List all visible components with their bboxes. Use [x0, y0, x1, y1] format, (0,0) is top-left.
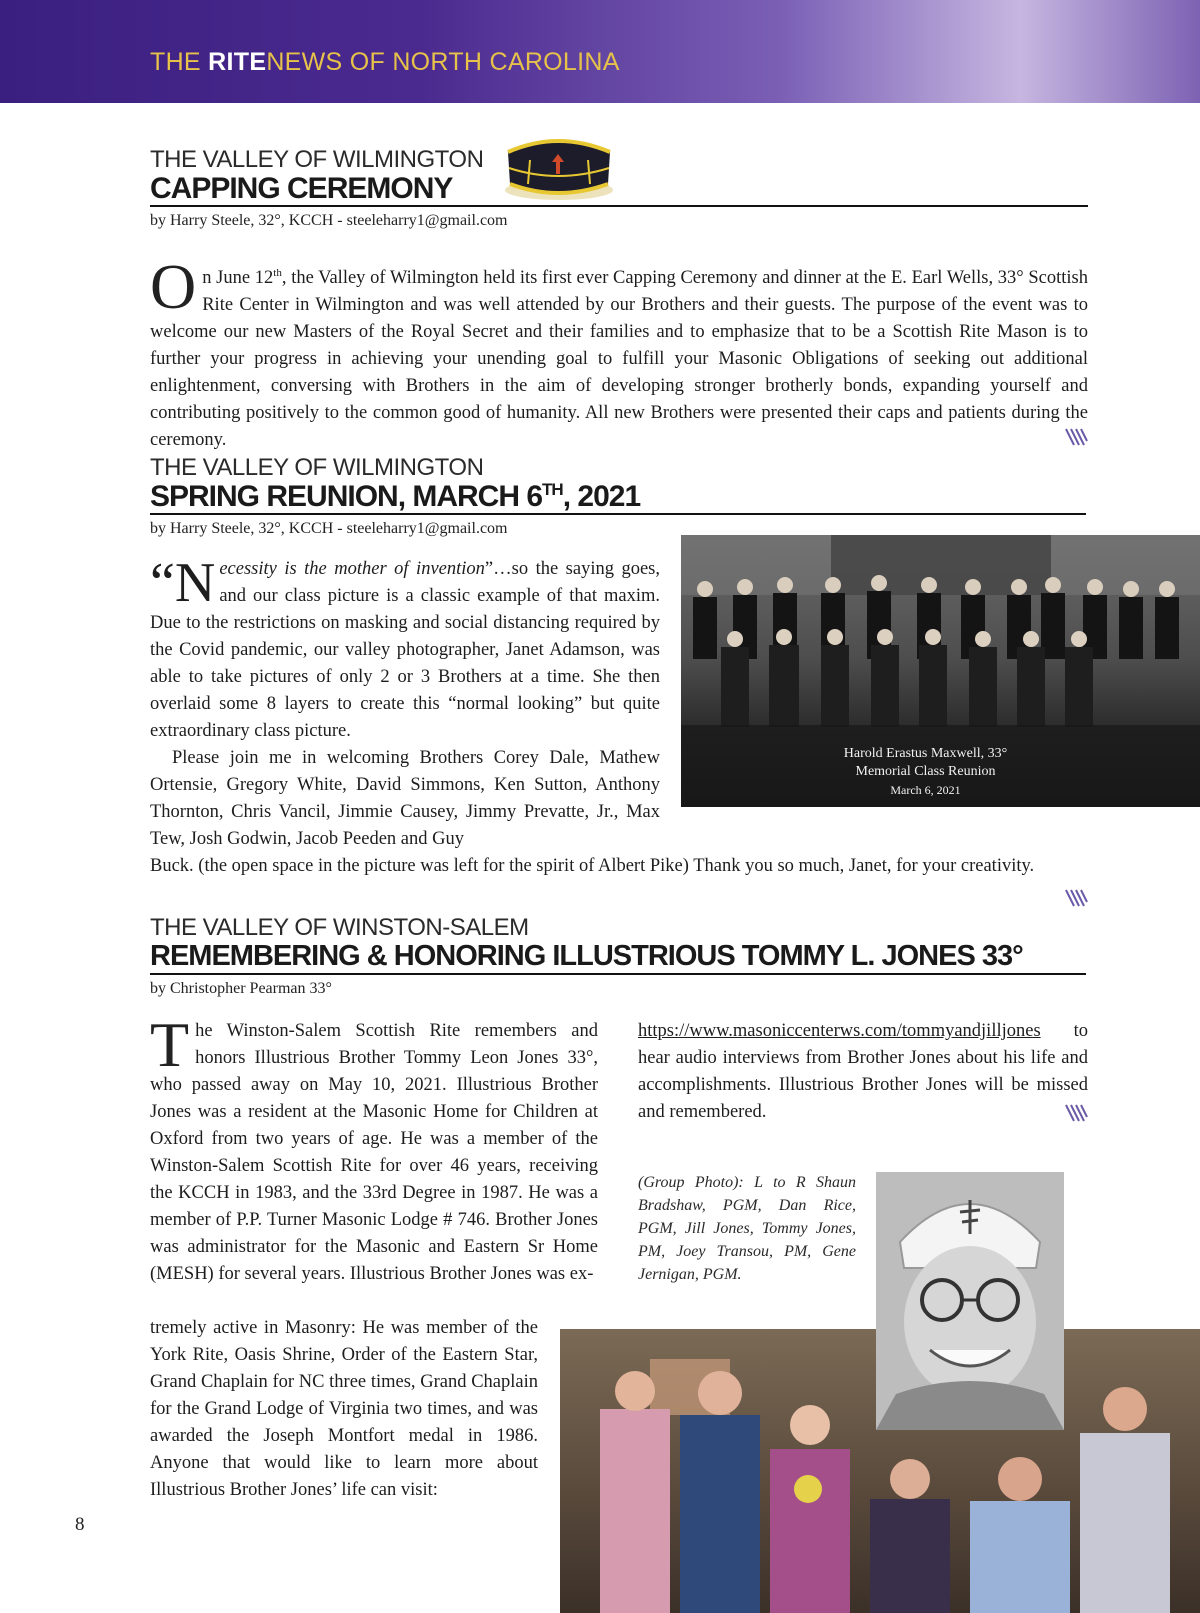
article-2-eyebrow: THE VALLEY OF WILMINGTON: [150, 454, 484, 481]
article-1-byline: by Harry Steele, 32°, KCCH - steeleharry1@gmail.com: [150, 212, 508, 229]
article-2-body-p1: “N ecessity is the mother of invention”…so the saying goes, and our class picture is a classic example of that maxim. Due to the restrictions on masking and social distancing required by the Covid pandemic, our valley photographer, Janet Adamson, was able to take pictures of only 2 or 3 Brothers at a time. She then overlaid some 8 layers to create this “normal looking” but quite extraordinary class picture.: [150, 552, 660, 741]
article-1-body: On June 12th, the Valley of Wilmington held its first ever Capping Ceremony and dinner at the E. Earl Wells, 33° Scottish Rite Center in Wilmington and was well attended by our Brothers and their guests. The purpose of the event was to welcome our new Masters of the Royal Secret and their families and to emphasize that to be a Scottish Rite Mason is to further your progress in achieving your unending goal to fulfill your Masonic Obligations of seeking out additional enlightenment, conversing with Brothers in the aim of developing stronger brotherly bonds, expanding yourself and contributing positively to the common good of humanity. All new Brothers were presented their caps and patients during the ceremony.: [150, 251, 1088, 451]
class-photo-caption: Harold Erastus Maxwell, 33° Memorial Class Reunion March 6, 2021: [843, 746, 1008, 797]
article-2-rule: [150, 513, 1086, 515]
article-2-byline: by Harry Steele, 32°, KCCH - steeleharry1@gmail.com: [150, 520, 508, 537]
portrait-figure: [876, 1172, 1064, 1430]
page-number: 8: [75, 1514, 85, 1535]
article-1-rule: [150, 205, 1088, 207]
tommy-jones-portrait: [876, 1172, 1064, 1430]
article-3-col1-narrow: tremely active in Masonry: He was member of the York Rite, Oasis Shrine, Order of the Eastern Star, Grand Chaplain for NC three times, Grand Chaplain for the Grand Lodge of Virginia two times, and was awarded the Joseph Montfort medal in 1986. Anyone that would like to learn more about Illustrious Brother Jones’ life can visit:: [150, 1318, 538, 1500]
article-3-title: REMEMBERING & HONORING ILLUSTRIOUS TOMMY L. JONES 33°: [150, 940, 1023, 972]
article-3-col1-top: The Winston-Salem Scottish Rite remembers and honors Illustrious Brother Tommy Leon Jones 33°, who passed away on May 10, 2021. Illustrious Brother Jones was a resident at the Masonic Home for Children at Oxford from two years of age. He was a member of the Winston-Salem Scottish Rite for over 46 years, receiving the KCCH in 1983, and the 33rd Degree in 1987. He was a member of P.P. Turner Masonic Lodge # 746. Brother Jones was administrator for the Masonic and Eastern Sr Home (MESH) for several years. Illustrious Brother Jones was ex-: [150, 1009, 598, 1284]
article-3-rule: [150, 973, 1086, 975]
class-reunion-photo: [681, 535, 1200, 807]
article-3-dropcap: T: [150, 1009, 190, 1080]
article-2-body-p2-cont: Buck. (the open space in the picture was left for the spirit of Albert Pike) Thank you so much, Janet, for your creativity.: [150, 856, 1035, 876]
article-2-title: SPRING REUNION, MARCH 6TH, 2021: [150, 480, 641, 513]
article-1-eyebrow: THE VALLEY OF WILMINGTON: [150, 146, 484, 173]
article-3-byline: by Christopher Pearman 33°: [150, 980, 332, 997]
masonic-cap-image: [500, 124, 618, 202]
article-1-dropcap: O: [150, 251, 197, 322]
masthead-title: THE RITENEWS OF NORTH CAROLINA: [150, 48, 620, 76]
end-mark-icon: [1064, 427, 1088, 447]
article-1-title: CAPPING CEREMONY: [150, 172, 453, 205]
article-2-body-p2: Please join me in welcoming Brothers Corey Dale, Mathew Ortensie, Gregory White, David Simmons, Ken Sutton, Anthony Thornton, Chris Vancil, Jimmie Causey, Jimmy Prevatte, Jr., Max Tew, Josh Godwin, Jacob Peeden and Guy: [150, 748, 660, 849]
end-mark-icon: [1064, 1103, 1088, 1123]
group-photo-caption: (Group Photo): L to R Shaun Bradshaw, PGM, Dan Rice, PGM, Jill Jones, Tommy Jones, PM, Joey Transou, PM, Gene Jernigan, PGM.: [638, 1174, 856, 1283]
audio-interviews-link[interactable]: https://www.masoniccenterws.com/tommyandjilljones: [638, 1021, 1041, 1041]
article-3-col2: https://www.masoniccenterws.com/tommyandjilljones to hear audio interviews from Brother Jones about his life and accomplishments. Illustrious Brother Jones will be missed and remembered.: [638, 1021, 1088, 1122]
article-3-eyebrow: THE VALLEY OF WINSTON-SALEM: [150, 914, 529, 941]
end-mark-icon: [1064, 888, 1088, 908]
